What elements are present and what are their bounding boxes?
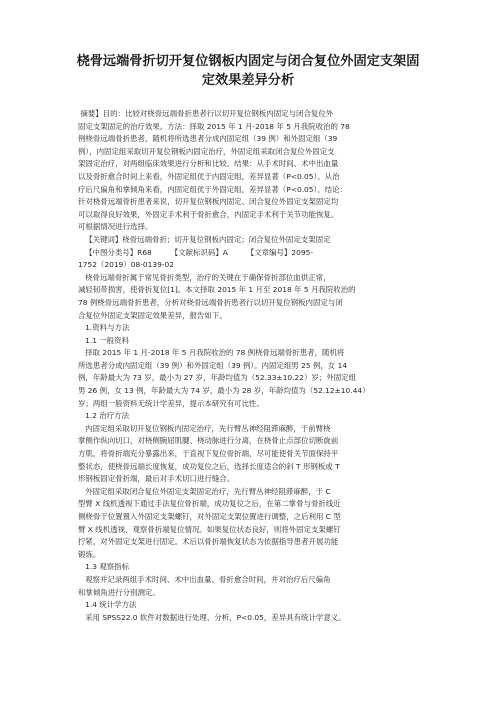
text-line: 择取 2015 年 1 月-2018 年 5 月我院收治的 78 例桡骨远端骨折患者，随机将 bbox=[78, 348, 345, 358]
text-line: 型臂 X 线机透视下通过手法复位骨折端，成功复位之后，在第二掌骨与骨折线近 bbox=[78, 499, 341, 509]
text-line: 内固定组采取切开复位钢板内固定治疗，先行臂丛神经阻滞麻醉，于前臂桡 bbox=[78, 423, 331, 433]
text-line: 男 26 例，女 13 例，年龄最大为 74 岁，最小为 28 岁，年龄均值为（52.12±10.44） bbox=[78, 386, 370, 396]
text-line: 合复位外固定支架固定效果差异，报告如下。 bbox=[78, 310, 227, 320]
paper-title-line-1: 桡骨远端骨折切开复位钢板内固定与闭合复位外固定支架固 bbox=[76, 54, 420, 69]
text-line: 形钢板固定骨折端，最后对手术切口进行缝合。 bbox=[78, 474, 235, 484]
text-line: 1752（2019）08-0139-02 bbox=[78, 260, 174, 270]
text-line: 掌侧作纵向切口，对桡侧腕屈肌腱、桡动脉进行分离，在桡骨止点部位切断旋前 bbox=[78, 436, 339, 446]
paper-title-line-2: 定效果差异分析 bbox=[201, 73, 295, 88]
text-line: 例桡骨远端骨折患者，随机将所选患者分成内固定组（39 例）和外固定组（39 bbox=[78, 134, 338, 144]
text-line: 外固定组采取闭合复位外固定支架固定治疗，先行臂丛神经阻滞麻醉，于 C bbox=[78, 486, 331, 496]
text-line: 疗后尺偏角和掌倾角来看，内固定组优于外固定组，差异显著（P<0.05）。结论： bbox=[78, 184, 347, 194]
text-line: 采用 SPSS22.0 软件对数据进行处理、分析，P<0.05，差异具有统计学意义。 bbox=[78, 612, 346, 622]
text-line: 78 例桡骨远端骨折患者，分析对桡骨远端骨折患者行以切开复位钢板内固定与闭 bbox=[78, 297, 343, 307]
text-line: 【关键词】桡骨远端骨折；切开复位钢板内固定；闭合复位外固定支架固定 bbox=[78, 234, 331, 244]
text-line: 方肌，将骨折端充分暴露出来，于直视下复位骨折端，尽可能使骨关节面保持平 bbox=[78, 449, 339, 459]
text-line: 以及骨折愈合时间上来看，外固定组优于内固定组，差异显著（P<0.05）。从治 bbox=[78, 171, 340, 181]
text-line: 锻炼。 bbox=[78, 549, 101, 559]
text-line: 臂 X 线机透视，观察骨折端复位情况。如果复位状态良好，则将外固定支架螺钉 bbox=[78, 524, 341, 534]
text-line: 1.1 一般资料 bbox=[78, 335, 130, 345]
text-line: 例，年龄最大为 73 岁，最小为 27 岁，年龄均值为（52.33±10.22）岁；外固定组 bbox=[78, 373, 357, 383]
text-line: 所选患者分成内固定组（39 例）和外固定组（39 例）。内固定组男 25 例，女 14 bbox=[78, 360, 348, 370]
text-line: 针对桡骨远端骨折患者来说，切开复位钢板内固定、闭合复位外固定支架固定均 bbox=[78, 197, 339, 207]
text-line: 侧桡骨干位置置入外固定支架螺钉，对外固定支架位置进行调整，之后利用 C 型 bbox=[78, 512, 341, 521]
text-line: 例），内固定组采取切开复位钢板内固定治疗，外固定组采取闭合复位外固定支 bbox=[78, 146, 335, 156]
text-line: 整状态，使桡骨远端长度恢复，成功复位之后，选择长度适合的斜 T 形钢板或 T bbox=[78, 461, 340, 471]
paper-title bbox=[40, 52, 456, 90]
text-line: 桡骨远端骨折属于常见骨折类型，治疗的关键在于确保骨折部位血供正常， bbox=[78, 272, 331, 282]
text-line: 减轻韧带损害，使骨折复位[1]。本文择取 2015 年 1 月至 2018 年 5 月我院收治的 bbox=[78, 285, 356, 295]
paper-body bbox=[78, 108, 424, 624]
text-line: 1.3 观察指标 bbox=[78, 562, 130, 572]
text-line: 岁；两组一般资料无统计学差异，提示本研究有可比性。 bbox=[78, 398, 264, 408]
text-line: 可以取得良好效果，外固定手术利于骨折愈合，内固定手术利于关节功能恢复。 bbox=[78, 209, 339, 219]
text-line: 固定支架固定的治疗效果。方法：择取 2015 年 1 月-2018 年 5 月我院收治的 78 bbox=[78, 121, 350, 131]
text-line: 和掌倾角进行分别测定。 bbox=[78, 587, 160, 597]
text-line: 1.4 统计学方法 bbox=[78, 600, 137, 610]
text-line: 【中图分类号】R68 【文献标识码】A 【文章编号】2095- bbox=[78, 247, 313, 257]
text-line: 1.2 治疗方法 bbox=[78, 411, 130, 421]
text-line: 拧紧，对外固定支架进行固定。术后以骨折端恢复状态为依据指导患者开展功能 bbox=[78, 537, 339, 547]
text-line: 观察并记录两组手术时间、术中出血量、骨折愈合时间，并对治疗后尺偏角 bbox=[78, 574, 331, 584]
text-line: 摘要】目的：比较对桡骨远端骨折患者行以切开复位钢板内固定与闭合复位外 bbox=[78, 109, 334, 118]
text-line: 可根据情况进行选择。 bbox=[78, 222, 153, 232]
text-line: 1.资料与方法 bbox=[78, 323, 130, 333]
text-line: 架固定治疗，对两组临床效果进行分析和比较。结果：从手术时间、术中出血量 bbox=[78, 159, 339, 169]
